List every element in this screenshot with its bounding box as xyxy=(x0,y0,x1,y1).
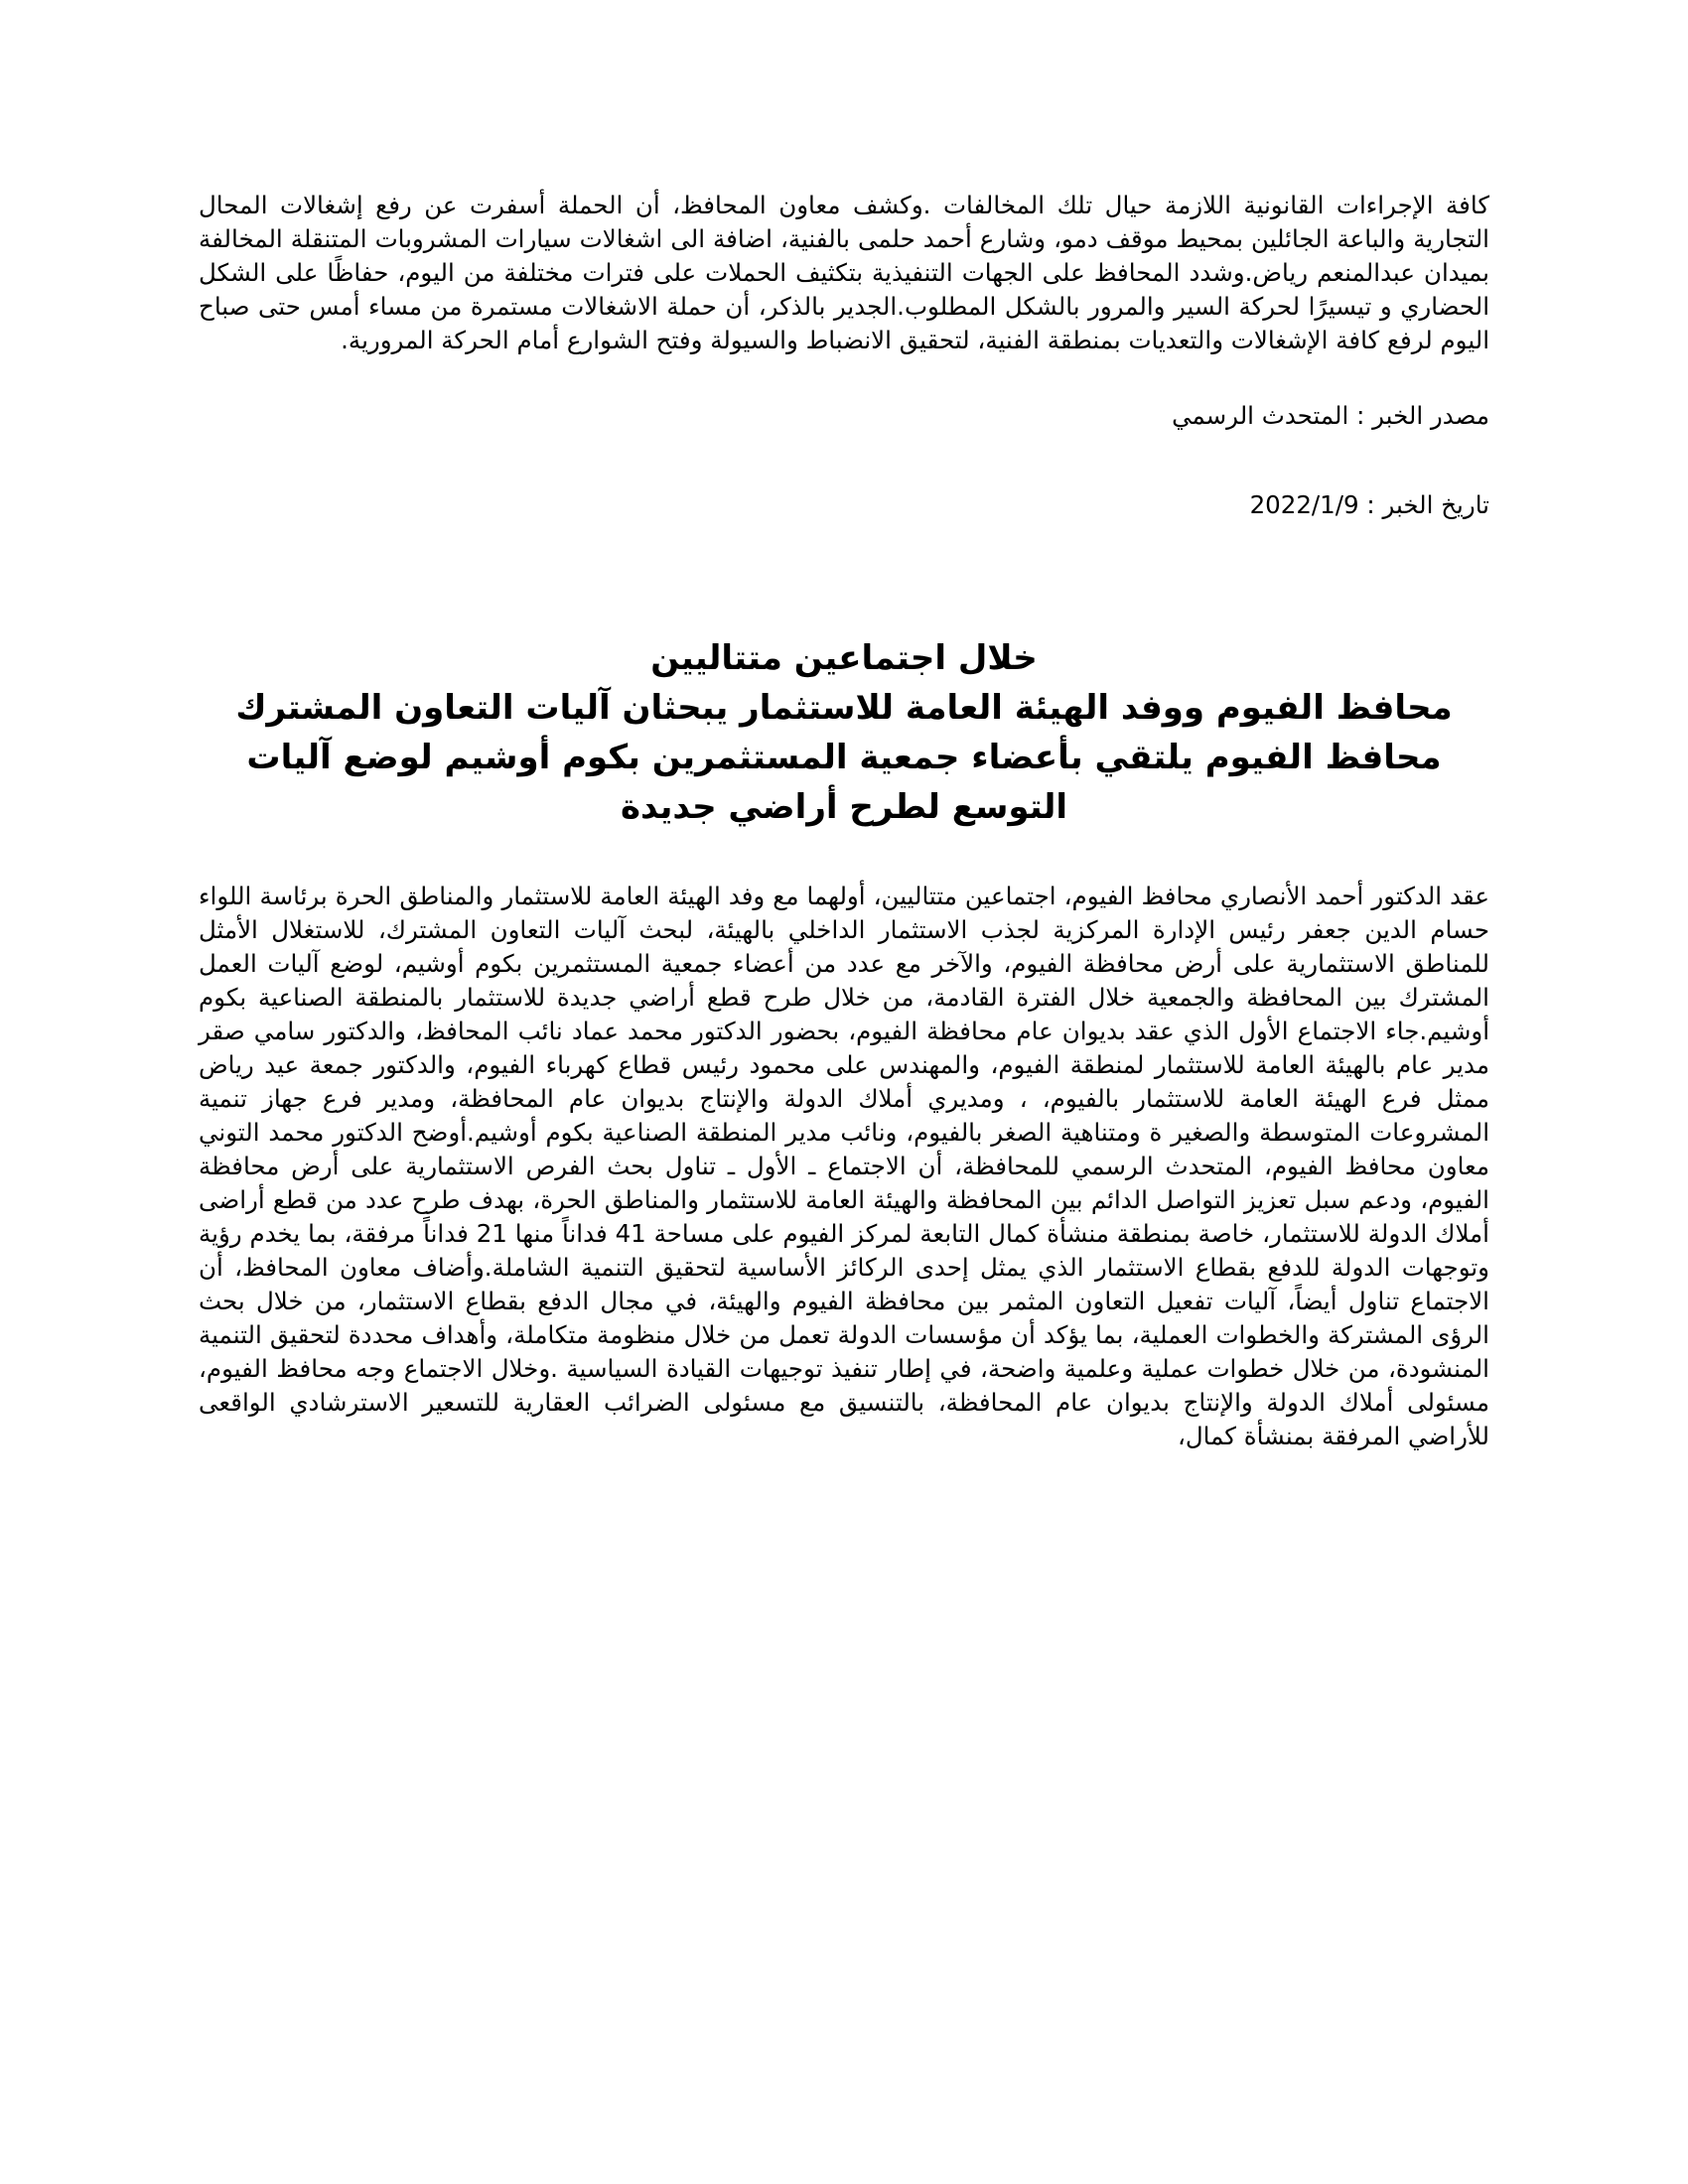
news-date: تاريخ الخبر : 2022/1/9 xyxy=(1249,490,1489,519)
news-source: مصدر الخبر : المتحدث الرسمي xyxy=(1172,401,1489,430)
headline-line-3: محافظ الفيوم يلتقي بأعضاء جمعية المستثمرين بكوم أوشيم لوضع آليات التوسع لطرح أراضي جديدة xyxy=(246,738,1442,827)
headline-line-2: محافظ الفيوم ووفد الهيئة العامة للاستثمار يبحثان آليات التعاون المشترك xyxy=(235,688,1453,728)
intro-paragraph: كافة الإجراءات القانونية اللازمة حيال تلك المخالفات .وكشف معاون المحافظ، أن الحملة أسفرت عن رفع إشغالات المحال التجارية والباعة الجائلين بمحيط موقف دمو، وشارع أحمد حلمى بالفنية، اضافة الى اشغالات سيارات المشروبات المتنقلة المخالفة بميدان عبدالمنعم رياض.وشدد المحافظ على الجهات التنفيذية بتكثيف الحملات على فترات مختلفة من اليوم، حفاظًا على الشكل الحضاري و تيسيرًا لحركة السير والمرور بالشكل المطلوب.الجدير بالذكر، أن حملة الاشغالات مستمرة من مساء أمس حتى صباح اليوم لرفع كافة الإشغالات والتعديات بمنطقة الفنية، لتحقيق الانضباط والسيولة وفتح الشوارع أمام الحركة المرورية. xyxy=(199,191,1489,354)
article-headline xyxy=(199,633,1489,832)
document-page xyxy=(199,189,1489,1453)
article-body: عقد الدكتور أحمد الأنصاري محافظ الفيوم، اجتماعين متتاليين، أولهما مع وفد الهيئة العامة للاستثمار والمناطق الحرة برئاسة اللواء حسام الدين جعفر رئيس الإدارة المركزية لجذب الاستثمار الداخلي بالهيئة، لبحث آليات التعاون المشترك، للاستغلال الأمثل للمناطق الاستثمارية على أرض محافظة الفيوم، والآخر مع عدد من أعضاء جمعية المستثمرين بكوم أوشيم، لوضع آليات العمل المشترك بين المحافظة والجمعية خلال الفترة القادمة، من خلال طرح قطع أراضي جديدة للاستثمار بالمنطقة الصناعية بكوم أوشيم.جاء الاجتماع الأول الذي عقد بديوان عام محافظة الفيوم، بحضور الدكتور محمد عماد نائب المحافظ، والدكتور سامي صقر مدير عام بالهيئة العامة للاستثمار لمنطقة الفيوم، والمهندس على محمود رئيس قطاع كهرباء الفيوم، والدكتور جمعة عيد رياض ممثل فرع الهيئة العامة للاستثمار بالفيوم، ، ومديري أملاك الدولة والإنتاج بديوان عام المحافظة، ومدير فرع جهاز تنمية المشروعات المتوسطة والصغير ة ومتناهية الصغر بالفيوم، ونائب مدير المنطقة الصناعية بكوم أوشيم.أوضح الدكتور محمد التوني معاون محافظ الفيوم، المتحدث الرسمي للمحافظة، أن الاجتماع ـ الأول ـ تناول بحث الفرص الاستثمارية على أرض محافظة الفيوم، ودعم سبل تعزيز التواصل الدائم بين المحافظة والهيئة العامة للاستثمار والمناطق الحرة، بهدف طرح عدد من قطع أراضى أملاك الدولة للاستثمار، خاصة بمنطقة منشأة كمال التابعة لمركز الفيوم على مساحة 41 فداناً منها 21 فداناً مرفقة، بما يخدم رؤية وتوجهات الدولة للدفع بقطاع الاستثمار الذي يمثل إحدى الركائز الأساسية لتحقيق التنمية الشاملة.وأضاف معاون المحافظ، أن الاجتماع تناول أيضاً، آليات تفعيل التعاون المثمر بين محافظة الفيوم والهيئة، في مجال الدفع بقطاع الاستثمار، من خلال بحث الرؤى المشتركة والخطوات العملية، بما يؤكد أن مؤسسات الدولة تعمل من خلال منظومة متكاملة، وأهداف محددة لتحقيق التنمية المنشودة، من خلال خطوات عملية وعلمية واضحة، في إطار تنفيذ توجيهات القيادة السياسية .وخلال الاجتماع وجه محافظ الفيوم، مسئولى أملاك الدولة والإنتاج بديوان عام المحافظة، بالتنسيق مع مسئولى الضرائب العقارية للتسعير الاسترشادي الواقعى للأراضي المرفقة بمنشأة كمال، xyxy=(199,882,1489,1450)
headline-line-1: خلال اجتماعين متتاليين xyxy=(650,638,1038,678)
